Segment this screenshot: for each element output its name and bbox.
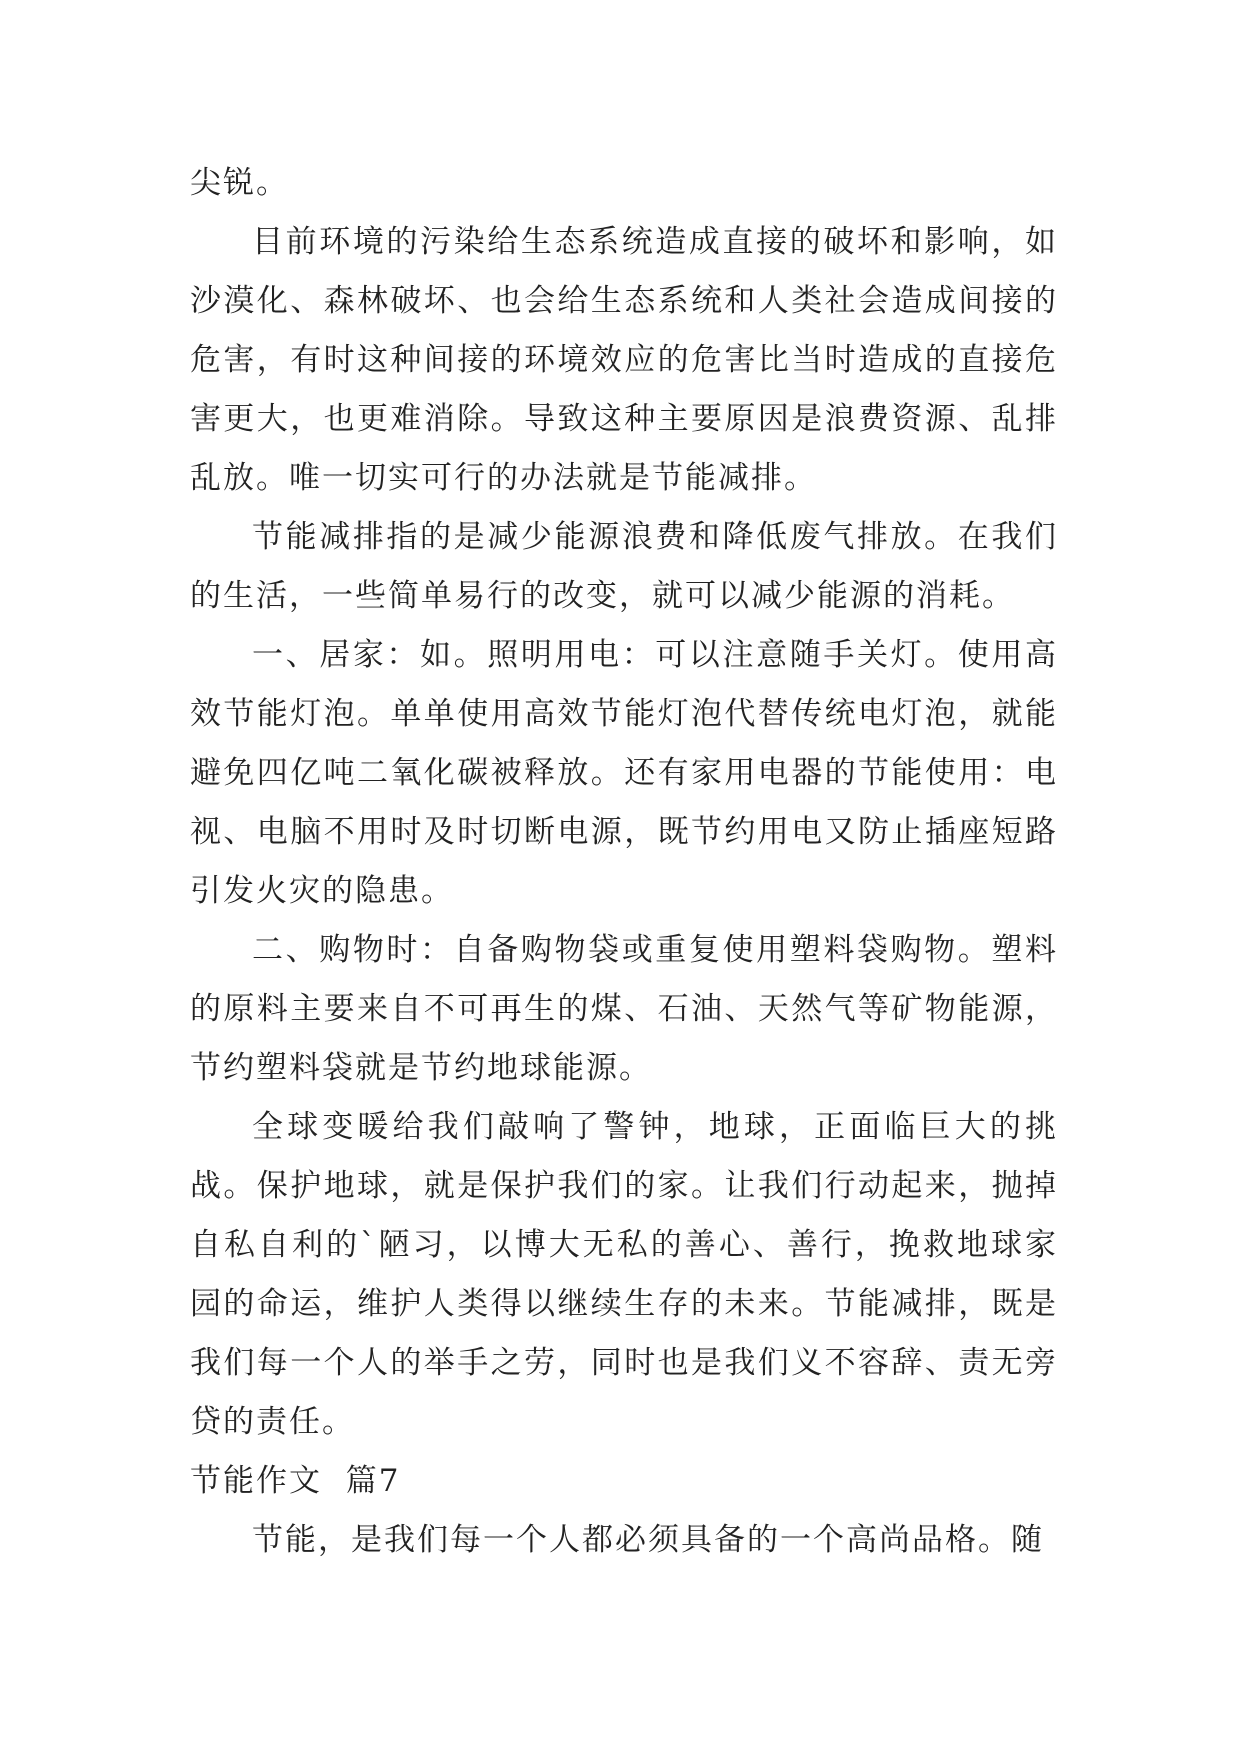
document-body	[190, 154, 1058, 1570]
paragraph-shopping: 二、购物时：自备购物袋或重复使用塑料袋购物。塑料的原料主要来自不可再生的煤、石油、天然气等矿物能源，节约塑料袋就是节约地球能源。	[190, 932, 1058, 1086]
paragraph-pollution: 目前环境的污染给生态系统造成直接的破坏和影响，如沙漠化、森林破坏、也会给生态系统和人类社会造成间接的危害，有时这种间接的环境效应的危害比当时造成的直接危害更大，也更难消除。导致这种主要原因是浪费资源、乱排乱放。唯一切实可行的办法就是节能减排。	[190, 224, 1058, 496]
paragraph-continuation: 尖锐。	[190, 165, 289, 201]
section-heading: 节能作文 篇7	[190, 1463, 401, 1499]
paragraph-definition: 节能减排指的是减少能源浪费和降低废气排放。在我们的生活，一些简单易行的改变，就可以减少能源的消耗。	[190, 519, 1058, 614]
paragraph-essay7-start: 节能，是我们每一个人都必须具备的一个高尚品格。随	[252, 1522, 1044, 1558]
paragraph-home: 一、居家：如。照明用电：可以注意随手关灯。使用高效节能灯泡。单单使用高效节能灯泡代替传统电灯泡，就能避免四亿吨二氧化碳被释放。还有家用电器的节能使用：电视、电脑不用时及时切断电源，既节约用电又防止插座短路引发火灾的隐患。	[190, 637, 1058, 909]
paragraph-conclusion: 全球变暖给我们敲响了警钟，地球，正面临巨大的挑战。保护地球，就是保护我们的家。让我们行动起来，抛掉自私自利的`陋习，以博大无私的善心、善行，挽救地球家园的命运，维护人类得以继续生存的未来。节能减排，既是我们每一个人的举手之劳，同时也是我们义不容辞、责无旁贷的责任。	[190, 1109, 1058, 1440]
